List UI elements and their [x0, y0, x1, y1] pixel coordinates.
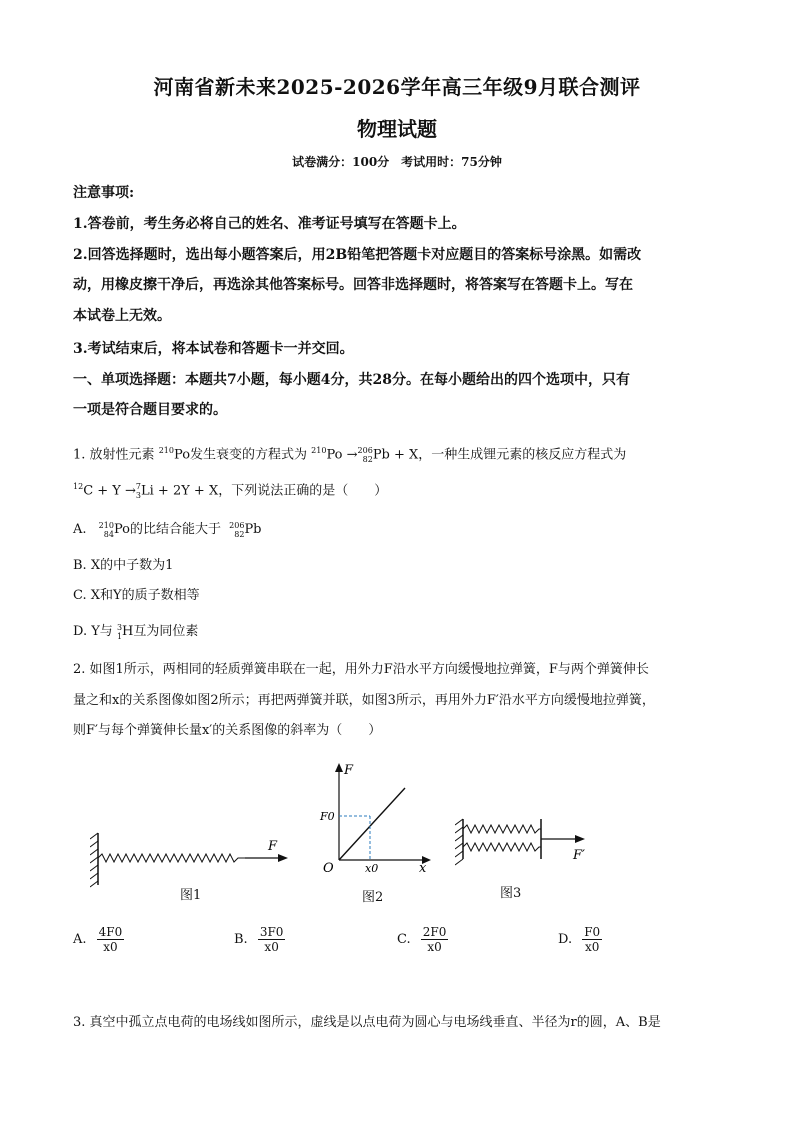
q2-option-c-letter: C. — [397, 932, 411, 947]
h-mass: 3 — [116, 622, 123, 632]
q1-option-d-b: 互为同位素 — [133, 624, 199, 639]
q2-option-d — [558, 925, 602, 954]
fig3-force-label: F′ — [573, 848, 585, 863]
q1-option-a-text: Po的比结合能大于 — [113, 522, 222, 537]
notes-heading: 注意事项: — [73, 185, 135, 201]
q1-eq2: C + Y → — [83, 483, 136, 499]
fig2-y-axis-label: F — [344, 763, 354, 778]
fig2-f0-label: F0 — [320, 810, 335, 823]
q1a-pb-mass: 206 — [229, 520, 245, 530]
fig1-force-label: F — [268, 839, 278, 854]
li-mass: 7 — [135, 481, 141, 491]
q1-eq1b: Pb + X — [372, 447, 419, 463]
q2-option-a-fraction: $\frac{4F0}{x0}$ — [98, 925, 123, 954]
q2-line-2: 量之和x的关系图像如图2所示；再把两弹簧并联，如图3所示，再用外力F′沿水平方向缓慢地拉弹簧， — [73, 693, 655, 708]
q1a-pb-z: 82 — [234, 529, 245, 539]
q1-line-2 — [73, 476, 723, 502]
q2-option-d-letter: D. — [558, 932, 573, 947]
note-1: 1.答卷前，考生务必将自己的姓名、准考证号填写在答题卡上。 — [73, 216, 466, 232]
fig2-origin-label: O — [323, 861, 334, 876]
q2-line-1: 2. 如图1所示，两相同的轻质弹簧串联在一起，用外力F沿水平方向缓慢地拉弹簧，F与两个弹簧伸长 — [73, 662, 649, 677]
q1-option-a-letter: A. — [73, 522, 87, 537]
po-mass: 210 — [158, 446, 174, 455]
pb-mass: 206 — [357, 445, 373, 455]
q1-line-1 — [73, 440, 723, 466]
q1a-po-z: 84 — [103, 529, 114, 539]
section-heading-1: 一、单项选择题：本题共7小题，每小题4分，共28分。在每小题给出的四个选项中，只有 — [73, 372, 630, 388]
q1-text-d: ，下列说法正确的是（ ） — [218, 483, 388, 499]
h-symbol: H — [122, 624, 134, 639]
q1-option-b: B. X的中子数为1 — [73, 558, 174, 573]
q2-option-d-fraction: $\frac{F0}{x0}$ — [584, 925, 601, 954]
figure-3 — [455, 815, 605, 875]
note-2c: 本试卷上无效。 — [73, 308, 171, 324]
q1-option-d-a: D. Y与 — [73, 624, 113, 639]
q1-text-c: ，一种生成锂元素的核反应方程式为 — [418, 447, 627, 463]
figure-2 — [315, 760, 435, 880]
q1-option-a: A. 210 84Po的比结合能大于 206 82Pb — [73, 520, 262, 539]
fig3-label: 图3 — [500, 886, 522, 901]
q2-option-a — [73, 925, 124, 954]
q2-option-a-letter: A. — [73, 932, 87, 947]
fig2-x-axis-label: x — [419, 861, 427, 876]
q1-eq2b: Li + 2Y + X — [141, 483, 219, 499]
note-2a: 2.回答选择题时，选出每小题答案后，用2B铅笔把答题卡对应题目的答案标号涂黑。如需改 — [73, 247, 642, 263]
q2-option-c — [397, 925, 448, 954]
section-heading-2: 一项是符合题目要求的。 — [73, 402, 227, 418]
h-z: 1 — [116, 631, 123, 641]
c-mass: 12 — [73, 482, 84, 491]
q2-option-b — [234, 925, 285, 954]
q2-option-c-fraction: $\frac{2F0}{x0}$ — [422, 925, 447, 954]
fig2-label: 图2 — [362, 890, 384, 905]
q1-text-b: 发生衰变的方程式为 — [190, 447, 308, 463]
exam-subject: 物理试题 — [357, 117, 437, 141]
q1-option-d — [73, 621, 723, 643]
exam-meta: 试卷满分：100分 考试用时：75分钟 — [292, 155, 502, 169]
q1-text-a: 1. 放射性元素 — [73, 447, 155, 463]
q1-option-c: C. X和Y的质子数相等 — [73, 588, 200, 603]
q1a-po-mass: 210 — [98, 520, 114, 530]
fig2-x0-label: x0 — [365, 862, 379, 875]
q2-option-b-letter: B. — [234, 932, 248, 947]
q2-line-3: 则F′与每个弹簧伸长量x′的关系图像的斜率为（ ） — [73, 723, 382, 738]
li-z: 3 — [135, 490, 141, 500]
po-mass-2: 210 — [311, 446, 327, 455]
pb-z: 82 — [362, 454, 373, 464]
q3-line-1: 3. 真空中孤立点电荷的电场线如图所示，虚线是以点电荷为圆心与电场线垂直、半径为r的圆，A、B是 — [73, 1015, 661, 1030]
q1-eq1: Po → — [326, 447, 358, 463]
note-2b: 动，用橡皮擦干净后，再选涂其他答案标号。回答非选择题时，将答案写在答题卡上。写在 — [73, 277, 633, 293]
fig1-label: 图1 — [180, 888, 202, 903]
exam-title: 河南省新未来2025-2026学年高三年级9月联合测评 — [153, 75, 641, 99]
note-3: 3.考试结束后，将本试卷和答题卡一并交回。 — [73, 341, 354, 357]
q2-option-b-fraction: $\frac{3F0}{x0}$ — [259, 925, 284, 954]
po-symbol: Po — [173, 447, 191, 463]
